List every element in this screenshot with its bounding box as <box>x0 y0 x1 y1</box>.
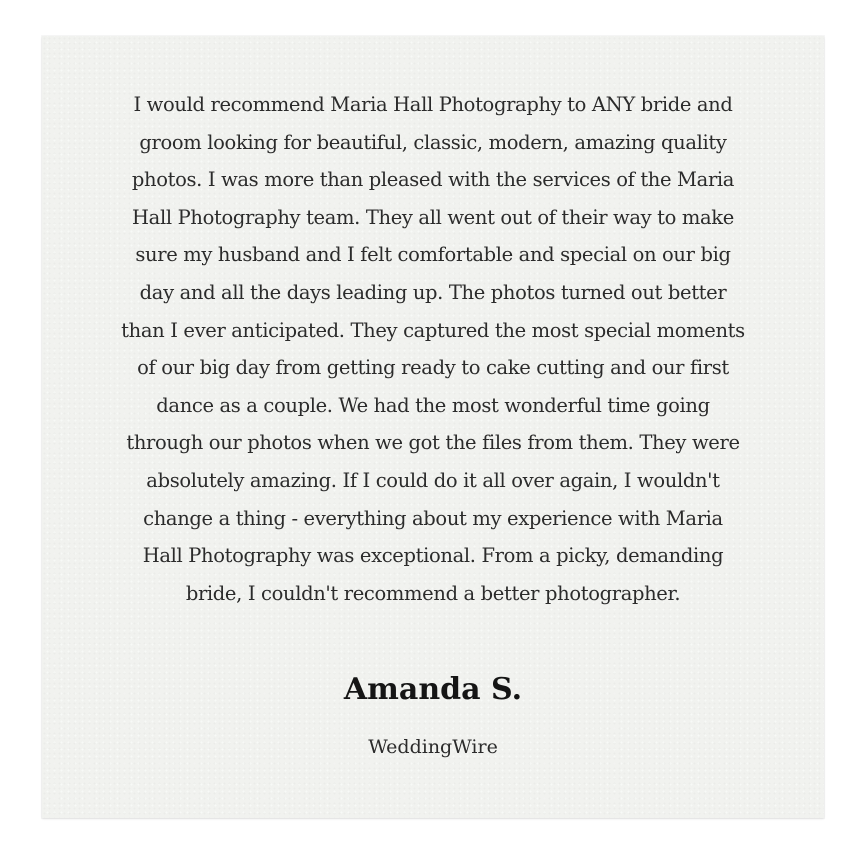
quote-line: than I ever anticipated. They captured the most special moments <box>121 318 745 342</box>
quote-line: day and all the days leading up. The photos turned out better <box>139 280 727 304</box>
review-source: WeddingWire <box>368 736 498 758</box>
quote-line: sure my husband and I felt comfortable and special on our big <box>135 243 731 267</box>
quote-line: of our big day from getting ready to cake cutting and our first <box>137 356 729 380</box>
testimonial-quote <box>82 86 784 612</box>
quote-line: Hall Photography team. They all went out of their way to make <box>132 205 734 229</box>
quote-line: photos. I was more than pleased with the services of the Maria <box>131 168 735 192</box>
author-name: Amanda S. <box>343 672 523 707</box>
quote-line: absolutely amazing. If I could do it all over again, I wouldn't <box>146 468 720 492</box>
quote-line: I would recommend Maria Hall Photography to ANY bride and <box>133 93 733 116</box>
quote-line: bride, I couldn't recommend a better photographer. <box>185 581 681 605</box>
quote-line: dance as a couple. We had the most wonderful time going <box>156 393 710 417</box>
quote-line: change a thing - everything about my experience with Maria <box>143 506 723 530</box>
quote-line: through our photos when we got the files from them. They were <box>126 431 740 455</box>
quote-line: groom looking for beautiful, classic, modern, amazing quality <box>139 130 727 154</box>
testimonial-card <box>42 36 824 818</box>
quote-line: Hall Photography was exceptional. From a picky, demanding <box>142 544 724 568</box>
